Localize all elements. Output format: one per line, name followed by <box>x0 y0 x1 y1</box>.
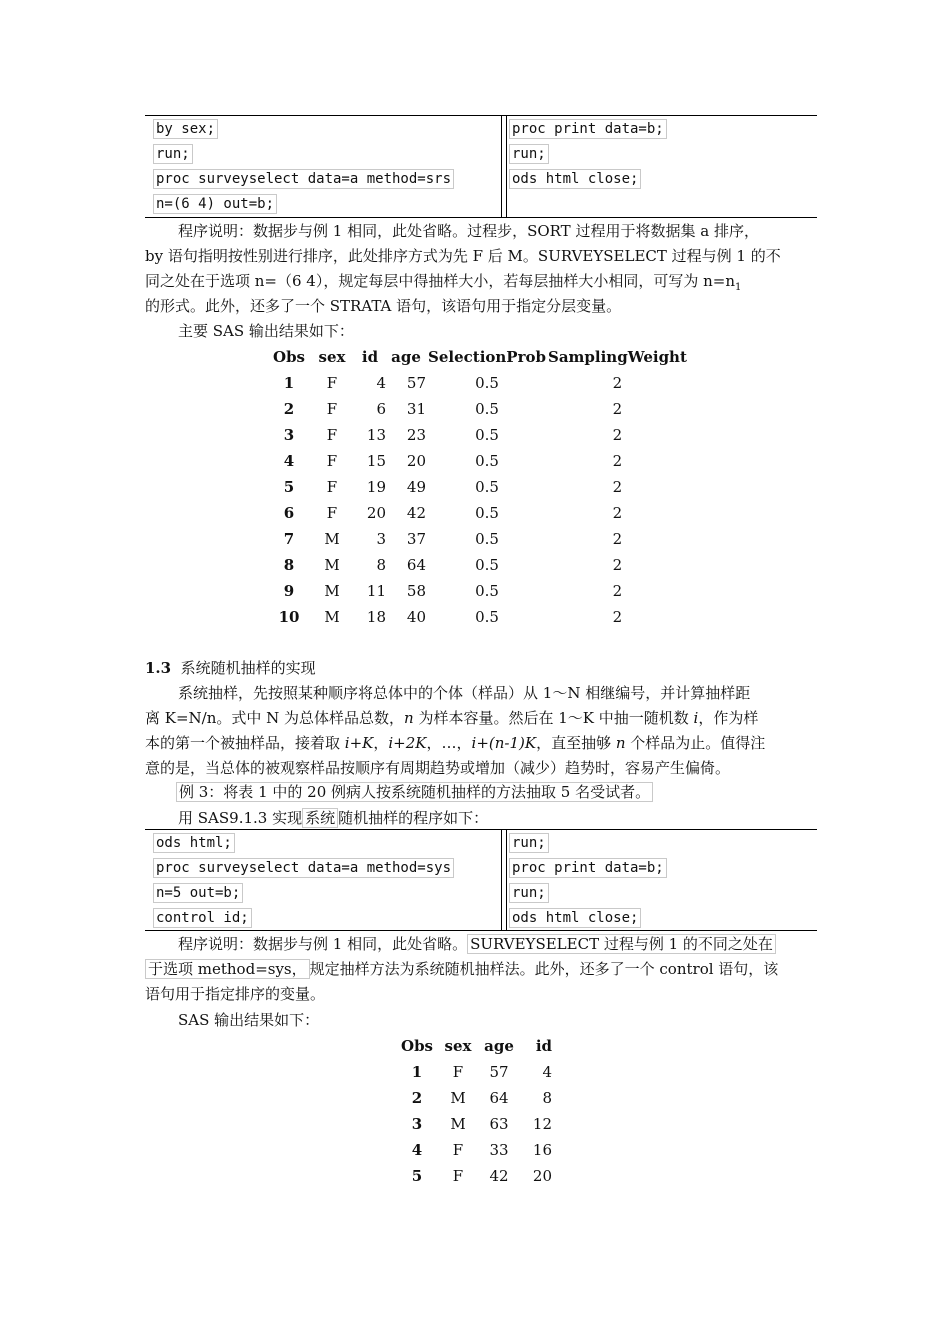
table-cell: M <box>324 608 340 626</box>
table-cell: M <box>324 530 340 548</box>
section-heading: 1.3 系统随机抽样的实现 <box>145 659 316 677</box>
table-cell: 11 <box>366 582 386 600</box>
column-header: id <box>361 348 379 366</box>
obs-cell: 10 <box>278 608 300 626</box>
column-header: age <box>484 1037 514 1055</box>
rule-bottom <box>145 217 817 218</box>
table-cell: 0.5 <box>475 504 499 522</box>
table-cell: 4 <box>542 1063 552 1081</box>
table-row <box>398 1111 552 1137</box>
table-cell: 0.5 <box>475 556 499 574</box>
table-cell: F <box>326 374 338 392</box>
paragraph-line: 意的是，当总体的被观察样品按顺序有周期趋势或增加（减少）趋势时，容易产生偏倚。 <box>145 759 731 777</box>
code-line: by sex; <box>153 119 218 139</box>
paragraph-line: 本的第一个被抽样品，接着取 i+K，i+2K，…，i+(n-1)K，直至抽够 n 个样品为止。值得注 <box>145 734 766 752</box>
table-cell: 40 <box>406 608 426 626</box>
table-cell: 0.5 <box>475 452 499 470</box>
table-row <box>268 474 687 500</box>
table-cell: 33 <box>489 1141 509 1159</box>
table-cell: M <box>450 1115 466 1133</box>
paragraph-line: SAS 输出结果如下： <box>178 1011 320 1029</box>
column-header: Obs <box>401 1037 433 1055</box>
obs-cell: 3 <box>411 1115 423 1133</box>
table-cell: 2 <box>612 530 623 548</box>
table-row <box>268 526 687 552</box>
table-cell: 2 <box>612 400 623 418</box>
table-row <box>398 1137 552 1163</box>
table-cell: 58 <box>406 582 426 600</box>
column-header: SelectionProb <box>428 348 546 366</box>
paragraph-line: 同之处在于选项 n=（6 4），规定每层中得抽样大小，若每层抽样大小相同，可写为 $n=n_1$ <box>145 272 742 293</box>
table-cell: 2 <box>612 426 623 444</box>
obs-cell: 5 <box>411 1167 423 1185</box>
table-cell: 2 <box>612 452 623 470</box>
paragraph-line: 的形式。此外，还多了一个 STRATA 语句，该语句用于指定分层变量。 <box>145 297 622 315</box>
example-3: 例 3：将表 1 中的 20 例病人按系统随机抽样的方法抽取 5 名受试者。 <box>176 780 653 804</box>
table-cell: F <box>326 504 338 522</box>
table-cell: 2 <box>612 504 623 522</box>
table-cell: 42 <box>406 504 426 522</box>
code-line: proc surveyselect data=a method=srs <box>153 169 454 189</box>
paragraph-line: by 语句指明按性别进行排序，此处排序方式为先 F 后 M。SURVEYSELECT 过程与例 1 的不 <box>145 247 781 265</box>
obs-cell: 1 <box>411 1063 423 1081</box>
table-cell: 3 <box>376 530 386 548</box>
table-cell: 0.5 <box>475 426 499 444</box>
table-cell: 63 <box>489 1115 509 1133</box>
table-row <box>398 1059 552 1085</box>
code-line: ods html; <box>153 833 235 853</box>
table-cell: 31 <box>406 400 426 418</box>
table-cell: M <box>324 556 340 574</box>
output-table-1 <box>268 344 687 630</box>
rule-bottom <box>145 930 817 931</box>
table-cell: F <box>452 1063 464 1081</box>
table-cell: 12 <box>532 1115 552 1133</box>
code-block-2 <box>145 829 817 931</box>
table-cell: 6 <box>376 400 386 418</box>
table-cell: 37 <box>406 530 426 548</box>
rule-top <box>145 115 817 116</box>
table-cell: 0.5 <box>475 478 499 496</box>
column-header: id <box>535 1037 552 1055</box>
obs-cell: 1 <box>283 374 295 392</box>
column-header: sex <box>318 348 346 366</box>
table-row <box>268 552 687 578</box>
paragraph-line: 于选项 method=sys， 规定抽样方法为系统随机抽样法。此外，还多了一个 control 语句，该 <box>145 957 778 981</box>
table-cell: F <box>326 426 338 444</box>
code-line: run; <box>509 144 549 164</box>
table-cell: 64 <box>406 556 426 574</box>
obs-cell: 4 <box>283 452 295 470</box>
table-row <box>398 1163 552 1189</box>
paragraph-line: 程序说明：数据步与例 1 相同，此处省略。过程步，SORT 过程用于将数据集 a 排序， <box>178 222 759 240</box>
table-cell: F <box>326 452 338 470</box>
table-row <box>268 422 687 448</box>
code-line: proc print data=b; <box>509 119 667 139</box>
table-cell: 2 <box>612 582 623 600</box>
obs-cell: 6 <box>283 504 295 522</box>
table-cell: F <box>326 478 338 496</box>
code-line: n=(6 4) out=b; <box>153 194 277 214</box>
table-row <box>268 604 687 630</box>
table-row <box>268 500 687 526</box>
table-cell: 49 <box>406 478 426 496</box>
code-line: run; <box>509 883 549 903</box>
table-cell: 19 <box>366 478 386 496</box>
table-cell: 2 <box>612 478 623 496</box>
table-cell: 20 <box>532 1167 552 1185</box>
table-cell: 0.5 <box>475 400 499 418</box>
subscript: 1 <box>735 282 742 293</box>
column-divider <box>501 829 507 931</box>
table-cell: 8 <box>376 556 386 574</box>
table-cell: 20 <box>366 504 386 522</box>
column-divider <box>501 115 507 218</box>
code-line: ods html close; <box>509 908 641 928</box>
table-cell: 2 <box>612 608 623 626</box>
code-line: run; <box>509 833 549 853</box>
table-cell: M <box>324 582 340 600</box>
code-line: control id; <box>153 908 252 928</box>
table-row <box>268 396 687 422</box>
table-cell: 0.5 <box>475 608 499 626</box>
column-header: SamplingWeight <box>548 348 687 366</box>
table-cell: 16 <box>532 1141 552 1159</box>
table-cell: 0.5 <box>475 374 499 392</box>
obs-cell: 3 <box>283 426 295 444</box>
table-row <box>268 370 687 396</box>
obs-cell: 2 <box>411 1089 423 1107</box>
table-row <box>268 448 687 474</box>
table-cell: 18 <box>366 608 386 626</box>
code-line: n=5 out=b; <box>153 883 243 903</box>
code-line: ods html close; <box>509 169 641 189</box>
obs-cell: 8 <box>283 556 295 574</box>
obs-cell: 5 <box>283 478 295 496</box>
table-cell: 20 <box>406 452 426 470</box>
output-table-2 <box>398 1033 552 1189</box>
column-header: sex <box>444 1037 472 1055</box>
table-cell: 8 <box>542 1089 552 1107</box>
table-cell: 57 <box>489 1063 509 1081</box>
obs-cell: 9 <box>283 582 295 600</box>
table-cell: F <box>326 400 338 418</box>
table-row <box>268 578 687 604</box>
table-cell: 42 <box>489 1167 509 1185</box>
table-cell: 2 <box>612 374 623 392</box>
paragraph-line: 用 SAS9.1.3 实现 系统 随机抽样的程序如下： <box>178 809 489 827</box>
obs-cell: 7 <box>283 530 295 548</box>
table-row <box>398 1085 552 1111</box>
table-cell: 0.5 <box>475 530 499 548</box>
rule-top <box>145 829 817 830</box>
table-cell: F <box>452 1167 464 1185</box>
obs-cell: 2 <box>283 400 295 418</box>
table-cell: F <box>452 1141 464 1159</box>
table-cell: 4 <box>376 374 386 392</box>
obs-cell: 4 <box>411 1141 423 1159</box>
code-line: proc surveyselect data=a method=sys <box>153 858 454 878</box>
table-cell: 2 <box>612 556 623 574</box>
paragraph-line: 离 K=N/n。式中 N 为总体样品总数，n 为样本容量。然后在 1～K 中抽一随机数 i，作为样 <box>145 709 759 727</box>
table-cell: 13 <box>366 426 386 444</box>
paragraph-line: 语句用于指定排序的变量。 <box>145 985 326 1003</box>
table-cell: 15 <box>366 452 386 470</box>
column-header: Obs <box>273 348 305 366</box>
code-block-1 <box>145 115 817 218</box>
paragraph-line: 程序说明：数据步与例 1 相同，此处省略。 SURVEYSELECT 过程与例 1 的不同之处在 <box>178 932 776 956</box>
code-line: proc print data=b; <box>509 858 667 878</box>
table-cell: M <box>450 1089 466 1107</box>
column-header: age <box>391 348 421 366</box>
table-cell: 64 <box>489 1089 509 1107</box>
table-cell: 57 <box>406 374 426 392</box>
table-cell: 0.5 <box>475 582 499 600</box>
paragraph-line: 系统抽样，先按照某种顺序将总体中的个体（样品）从 1～N 相继编号，并计算抽样距 <box>178 684 751 702</box>
paragraph-line: 主要 SAS 输出结果如下： <box>178 322 354 340</box>
code-line: run; <box>153 144 193 164</box>
table-cell: 23 <box>406 426 426 444</box>
